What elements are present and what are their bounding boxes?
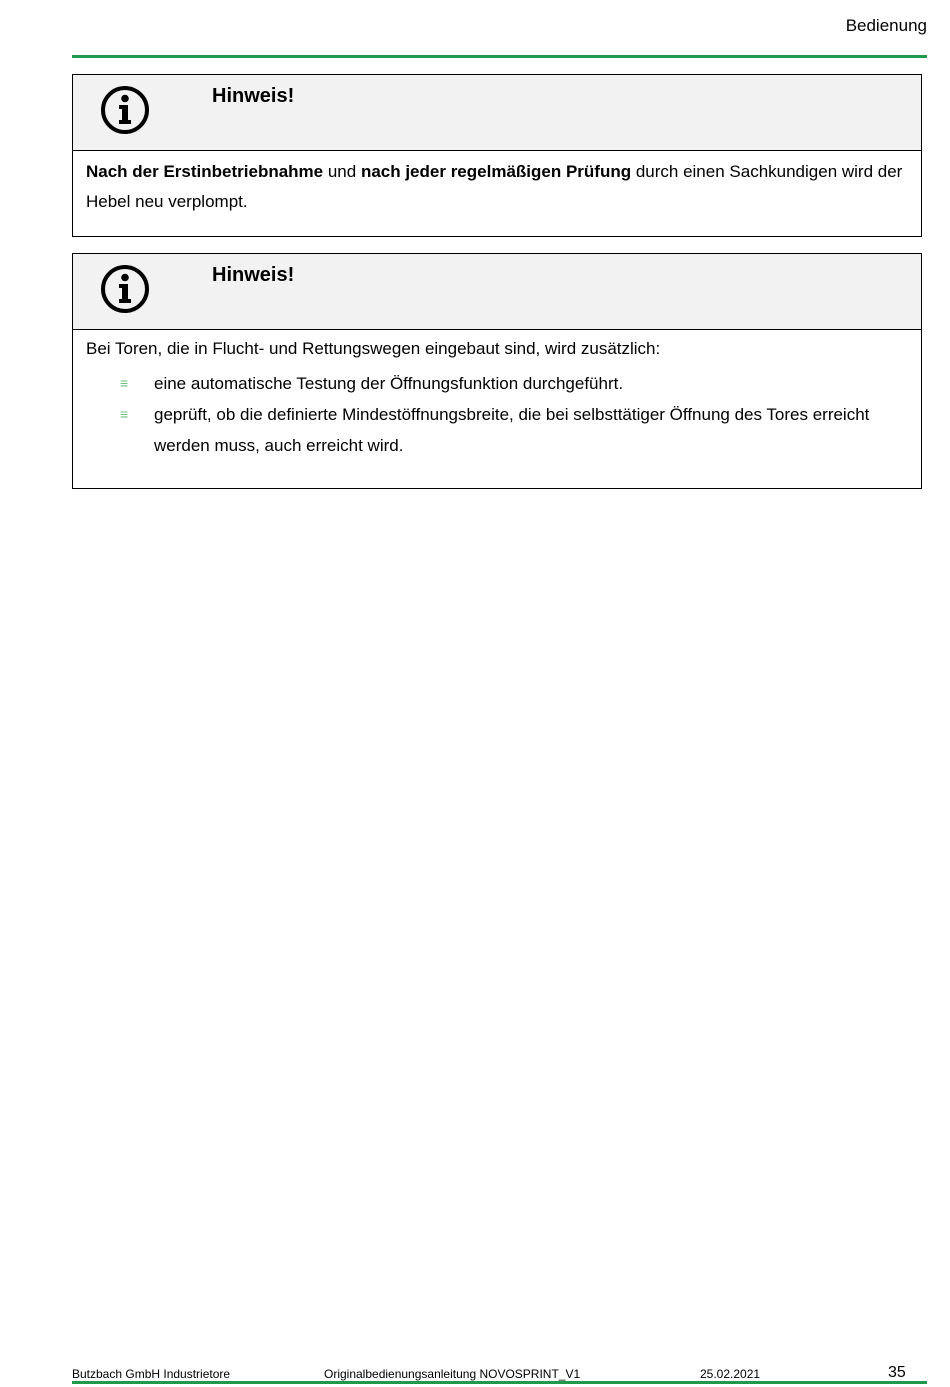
- notice-header: [73, 254, 921, 330]
- footer-document: Originalbedienungsanleitung NOVOSPRINT_V1: [324, 1367, 581, 1381]
- notice-title: Hinweis!: [212, 85, 295, 107]
- notice-intro: Bei Toren, die in Flucht- und Rettungswegen eingebaut sind, wird zusätzlich:: [86, 339, 661, 358]
- header-rule: [72, 55, 927, 58]
- notice-body: [73, 151, 921, 229]
- notice-header: [73, 75, 921, 151]
- list-item: [86, 368, 907, 399]
- notice-title: Hinweis!: [212, 264, 295, 286]
- list-item-text: geprüft, ob die definierte Mindestöffnungsbreite, die bei selbsttätiger Öffnung des Tores erreicht werden muss, auch erreicht wird.: [154, 405, 870, 455]
- list-item: [86, 399, 907, 461]
- footer-date: 25.02.2021: [700, 1367, 761, 1381]
- info-icon: [100, 264, 150, 314]
- info-icon: [100, 85, 150, 135]
- footer-company: Butzbach GmbH Industrietore: [72, 1367, 231, 1381]
- bullet-icon: ≡: [120, 375, 129, 391]
- notice-body-text: durch einen Sachkundigen wird der Hebel neu verplompt.: [86, 162, 903, 211]
- notice-body-text: und: [323, 162, 361, 181]
- notice-body: [73, 330, 921, 473]
- notice-body-bold: nach jeder regelmäßigen Prüfung: [360, 162, 632, 181]
- footer-rule: [72, 1381, 927, 1384]
- page-header-title: Bedienung: [845, 16, 927, 35]
- bullet-list: [86, 368, 907, 461]
- notice-box: [72, 74, 922, 237]
- bullet-icon: ≡: [120, 406, 129, 422]
- footer-page-number: 35: [888, 1364, 906, 1381]
- notice-body-bold: Nach der Erstinbetriebnahme: [86, 162, 324, 181]
- notice-box: [72, 253, 922, 489]
- list-item-text: eine automatische Testung der Öffnungsfunktion durchgeführt.: [154, 374, 624, 393]
